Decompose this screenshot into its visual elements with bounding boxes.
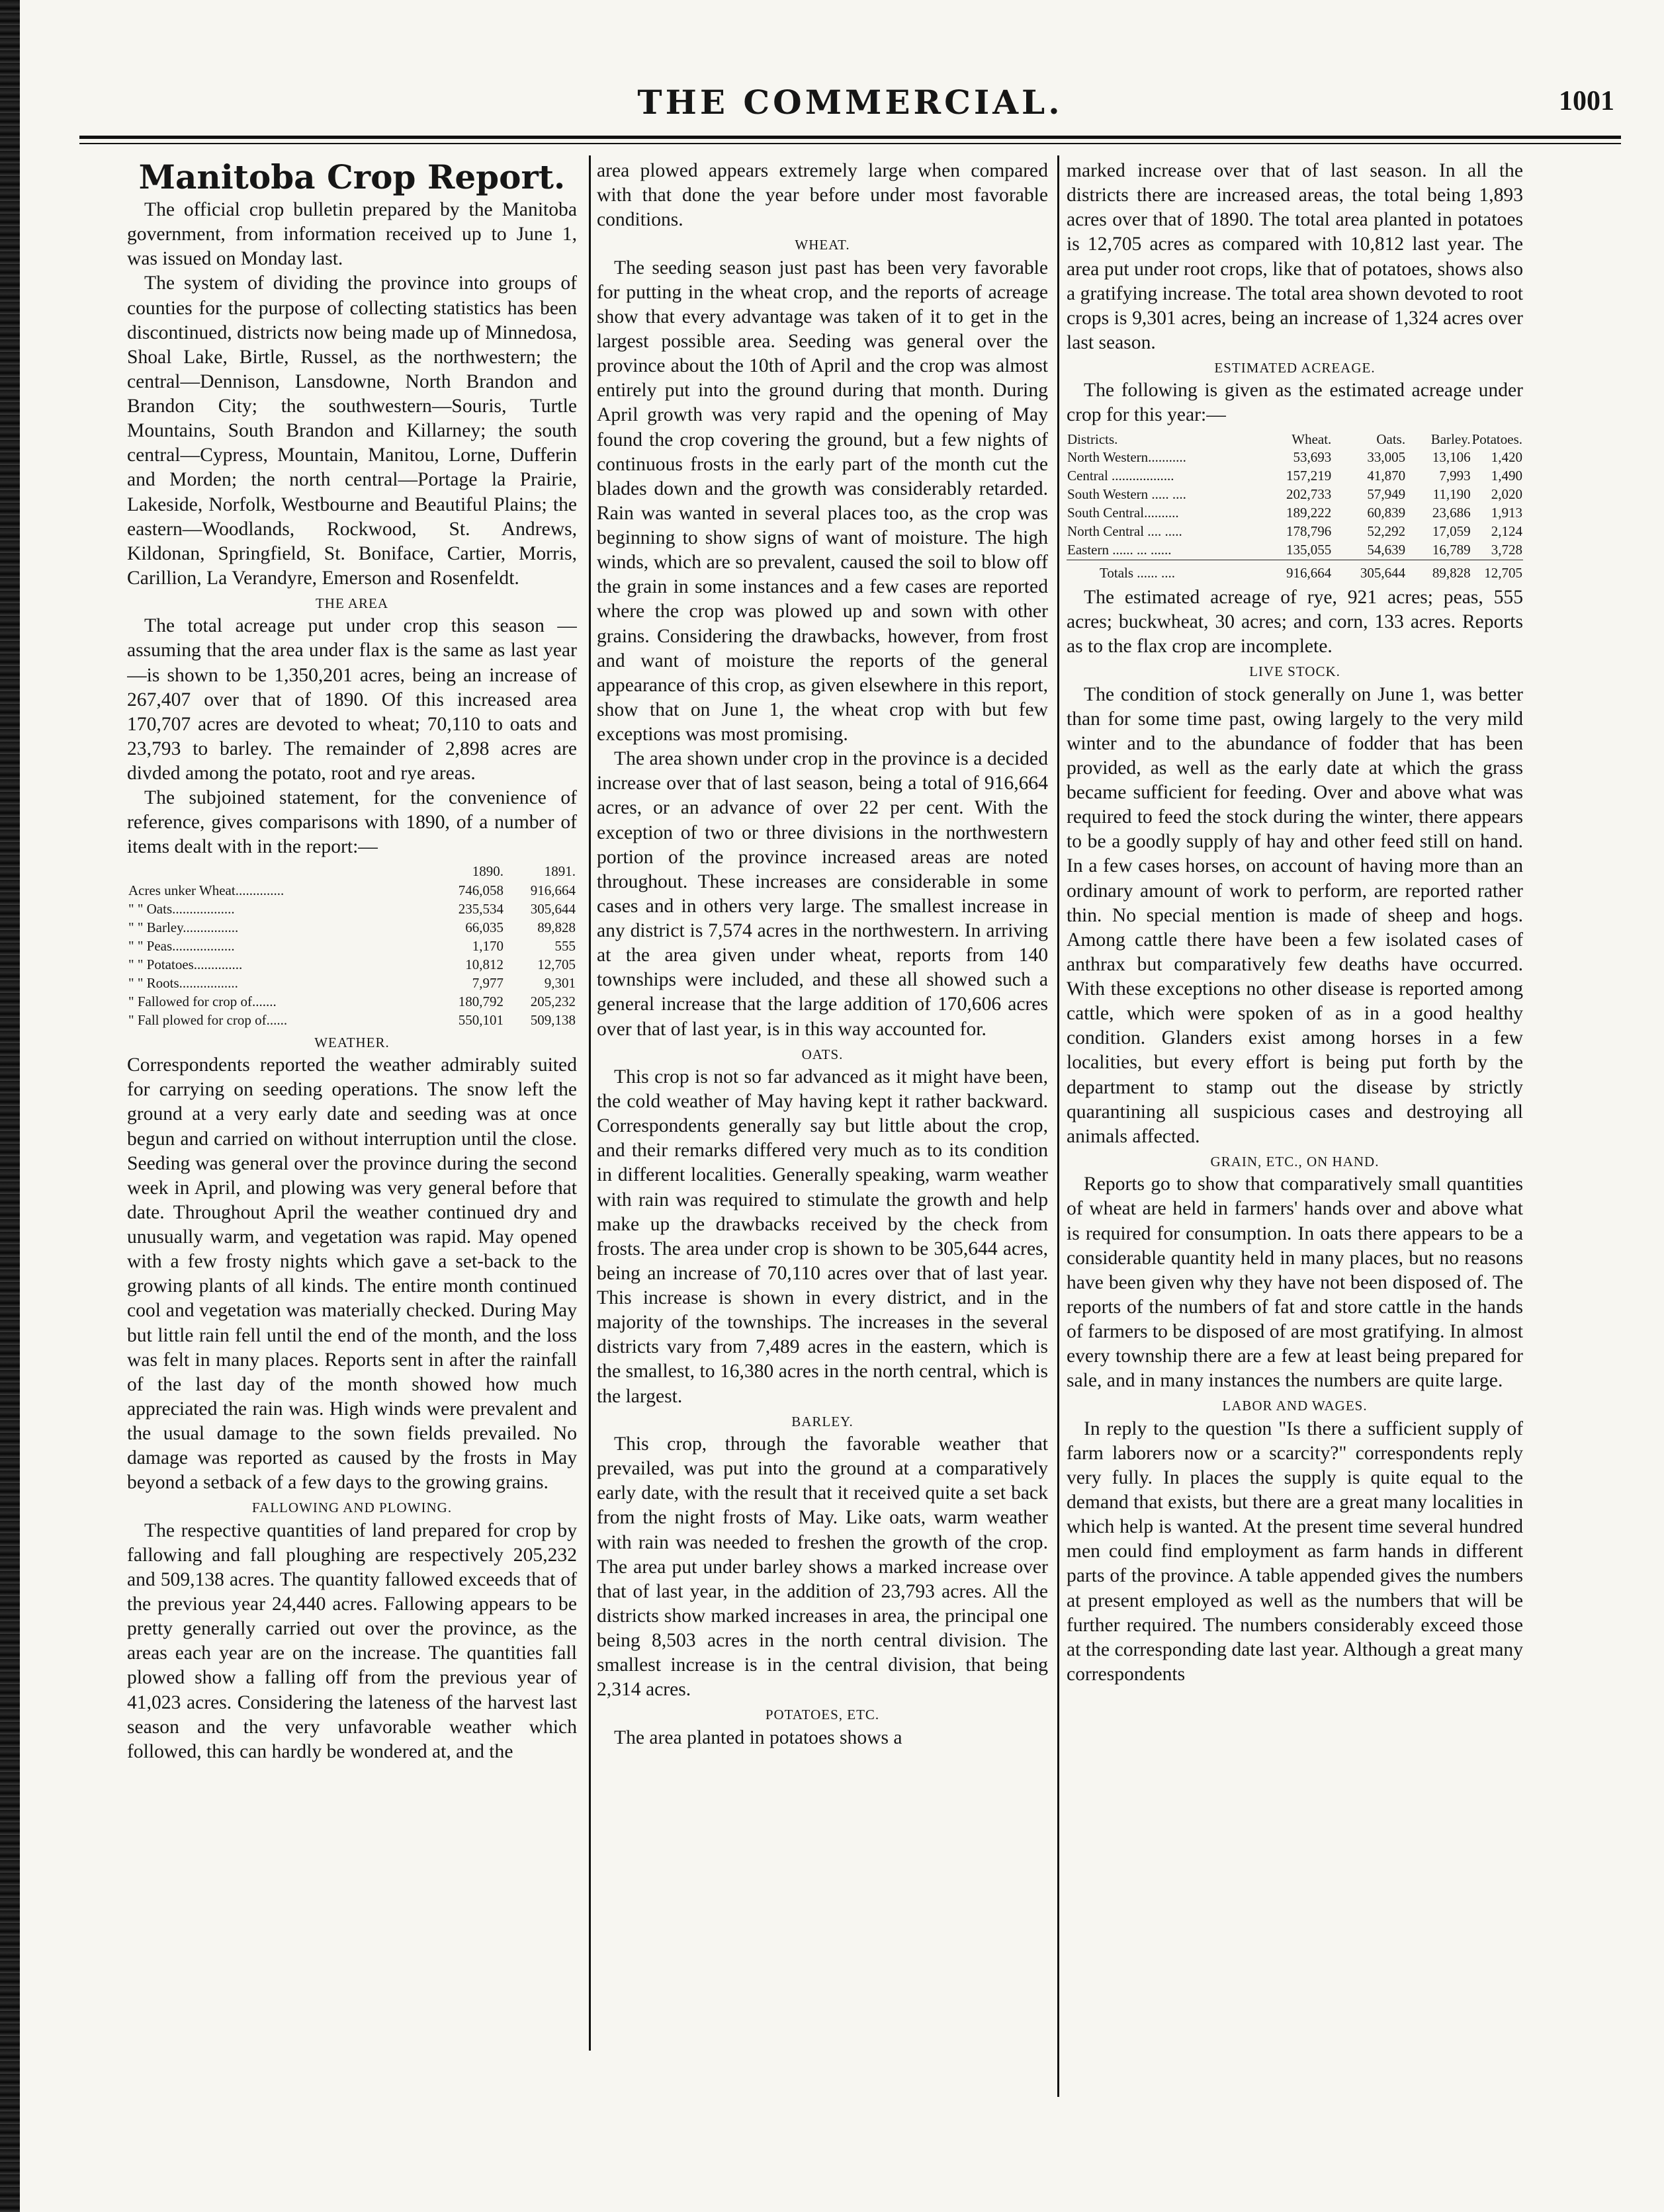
paragraph: This crop, through the favorable weather that prevailed, was put into the ground at a comparatively early date, with the result that it received quite a set back from the night frosts of May. Like oats, warm weather with rain was needed to freshen the growth of the crop. The area put under barley shows a marked increase over that of last year, in the addition of 23,793 acres. All the districts show marked increases in area, the principal one being 8,503 acres in the north central division. The smallest increase is in the central division, that being 2,314 acres.: [597, 1433, 1048, 1701]
table-header-cell: 1891.: [544, 863, 576, 879]
table-cell: 916,664: [1258, 560, 1333, 583]
table-cell: Totals ...... ....: [1067, 560, 1258, 583]
table-cell: " " Potatoes..............: [128, 957, 243, 973]
section-heading: GRAIN, ETC., ON HAND.: [1210, 1153, 1379, 1170]
table-cell: 3,728: [1491, 542, 1522, 558]
table-cell: Central ..................: [1067, 468, 1174, 484]
masthead: [79, 83, 1621, 136]
table-row: [127, 937, 577, 956]
paragraph: The system of dividing the province into groups of counties for the purpose of collecting statistics has been discontinued, districts now being made up of Minnedosa, Shoal Lake, Birtle, Russel, as the northwestern; the central—Dennison, Lansdowne, North Brandon and Brandon City; the southwestern—Souris, Turtle Mountains, South Brandon and Killarney; the south central—Cypress, Mountain, Manitou, Lorne, Dufferin and Morden; the north central—Portage la Prairie, Lakeside, Norfolk, Westbourne and Beautiful Plains; the eastern—Woodlands, Rockwood, St. Andrews, Kildonan, Springfield, St. Boniface, Cartier, Morris, Carillion, La Verandyre, Emerson and Rosenfeldt.: [127, 273, 577, 589]
table-header-cell: 1890.: [472, 863, 504, 879]
table-cell: 305,644: [530, 901, 576, 917]
table-cell: 17,059: [1432, 523, 1471, 540]
table-cell: 916,664: [530, 882, 576, 899]
paragraph: The following is given as the estimated acreage under crop for this year:—: [1067, 380, 1523, 426]
paragraph: The seeding season just past has been very favorable for putting in the wheat crop, and the reports of acreage show that every advantage was taken of it to get in the largest possible area. Seeding was general over the province about the 10th of April and the crop was almost entirely put into the ground during that month. During April growth was very rapid and the opening of May found the crop covering the ground, but a few nights of continuous frosts in the early part of the month cut the blades down and the growth was considerably retarded. Rain was wanted in several places too, as the crop was beginning to show signs of want of moisture. The high winds, which are so prevalent, caused the soil to blow off the grain in some instances and a few cases are reported where the crop was plowed up and sown with other grains. Considering the drawbacks, however, from frost and want of moisture the reports of the general appearance of this crop, as given elsewhere in this report, show that on June 1, the wheat crop with but few exceptions was most promising.: [597, 257, 1048, 745]
table-cell: 205,232: [530, 994, 576, 1009]
paragraph: The total acreage put under crop this season —assuming that the area under flax is the same as last year—is shown to be 1,350,201 acres, being an increase of 267,407 over that of 1890. Of this increased area 170,707 acres are devoted to wheat; 70,110 to oats and 23,793 to barley. The remainder of 2,898 acres are divded among the potato, root and rye areas.: [127, 615, 577, 785]
table-cell: 66,035: [465, 919, 504, 936]
column-divider: [1057, 155, 1059, 2097]
column-2: [597, 159, 1048, 2196]
table-cell: 53,693: [1293, 449, 1332, 466]
table-cell: 202,733: [1286, 486, 1332, 503]
section-heading: LABOR AND WAGES.: [1222, 1398, 1368, 1414]
section-heading: THE AREA: [315, 595, 389, 611]
table-header-cell: Barley.: [1430, 431, 1471, 447]
paragraph: marked increase over that of last season. In all the districts there are increased areas, the total being 1,893 acres over that of 1890. The total area planted in potatoes is 12,705 acres as compared with 10,812 last year. The area put under root crops, like that of potatoes, shows also a gratifying increase. The total area shown devoted to root crops is 9,301 acres, being an increase of 1,324 acres over last season.: [1067, 160, 1523, 353]
article-title: Manitoba Crop Report.: [138, 159, 566, 196]
table-cell: 16,789: [1432, 542, 1471, 558]
table-cell: 550,101: [458, 1011, 504, 1028]
table-cell: 305,644: [1332, 560, 1406, 583]
table-cell: 1,490: [1491, 468, 1522, 484]
table-row: [127, 1011, 577, 1030]
table-cell: 746,058: [458, 882, 504, 899]
table-row: [127, 974, 577, 993]
column-1: [127, 159, 577, 2196]
paragraph: The official crop bulletin prepared by the Manitoba government, from information received up to June 1, was issued on Monday last.: [127, 199, 577, 270]
table-header-cell: Oats.: [1376, 431, 1406, 447]
paragraph: Reports go to show that comparatively small quantities of wheat are held in farmers' hands over and above what is required for consumption. In oats there appears to be a considerable quantity held in many places, but no reasons have been given why they have not been disposed of. The reports of the numbers of fat and store cattle in the hands of farmers to be disposed of are most gratifying. In almost every township there are a few at least being prepared for sale, and in many instances the numbers are quite large.: [1067, 1173, 1523, 1392]
paragraph: Correspondents reported the weather admirably suited for carrying on seeding operations. The snow left the ground at a very early date and seeding was at once begun and carried on without interruption until the close. Seeding was general over the province during the second week in April, and plowing was very general before that date. Throughout April the weather continued dry and unusually warm, and vegetation was rapid. May opened with a few frosty nights which gave a set-back to the growing plants of all kinds. The entire month continued cool and vegetation was materially checked. During May but little rain fell until the end of the month, and the loss was felt in many places. Reports sent in after the rainfall of the last day of the month showed how much appreciated the rain was. High winds were prevalent and the usual damage to the sown fields prevailed. No damage was reported as caused by the frosts in May beyond a setback of a few days to the growing grains.: [127, 1054, 577, 1494]
table-row: [127, 900, 577, 919]
table-cell: " Fallowed for crop of.......: [128, 994, 277, 1009]
table-row: [1067, 467, 1523, 486]
column-3: [1067, 159, 1523, 2196]
masthead-rule: [79, 136, 1621, 139]
table-cell: 10,812: [465, 957, 504, 973]
table-row: [1067, 448, 1523, 467]
table-header-cell: [127, 863, 433, 882]
masthead-title: THE COMMERCIAL.: [637, 83, 1063, 122]
section-heading: BARLEY.: [791, 1413, 854, 1429]
table-cell: " Fall plowed for crop of......: [128, 1011, 288, 1028]
paragraph: The area shown under crop in the province is a decided increase over that of last season, being a total of 916,664 acres, or an advance of over 22 per cent. With the exception of two or three divisions in the northwestern portion of the province increased areas are noted throughout. These increases are considerable in some cases and in others very large. The smallest increase in any district is 7,574 acres in the northwestern. In arriving at the area given under wheat, reports from 140 townships were included, and these all showed such a general increase that the large addition of 170,606 acres over that of last year, is in this way accounted for.: [597, 748, 1048, 1040]
table-header-cell: Wheat.: [1292, 431, 1332, 447]
paragraph: In reply to the question "Is there a sufficient supply of farm laborers now or a scarcity?" correspondents reply very fully. In places the supply is quite equal to the demand that exists, but there are a great many localities in which help is wanted. At the present time several hundred men could find employment as farm hands in different parts of the province. A table appended gives the numbers at present employed as well as the numbers that will be further required. The numbers considerably exceed those at the corresponding date last year. Although a great many correspondents: [1067, 1418, 1523, 1685]
section-heading: WEATHER.: [314, 1034, 390, 1050]
table-cell: South Western ..... ....: [1067, 486, 1186, 503]
table-totals-row: [1067, 560, 1523, 583]
table-cell: " " Roots.................: [128, 975, 238, 992]
table-header-cell: Districts.: [1067, 431, 1118, 447]
table-row: [1067, 523, 1523, 541]
table-cell: 509,138: [530, 1011, 576, 1028]
table-cell: 33,005: [1367, 449, 1406, 466]
paragraph: This crop is not so far advanced as it might have been, the cold weather of May having kept it rather backward. Correspondents generally say but little about the crop, and their remarks differed very much as to its condition in different localities. Generally speaking, warm weather with rain was required to stimulate the growth and help make up the drawbacks received by the check from frosts. The area under crop is shown to be 305,644 acres, being an increase of 70,110 acres over that of last year. This increase is shown in every district, and in the majority of the townships. The increases in the several districts vary from 7,489 acres in the eastern, which is the smallest, to 16,380 acres in the north central, which is the largest.: [597, 1066, 1048, 1407]
page-number: 1001: [1559, 86, 1614, 116]
section-heading: OATS.: [801, 1046, 844, 1062]
table-row: [1067, 486, 1523, 504]
table-cell: 60,839: [1367, 505, 1406, 521]
table-cell: " " Oats..................: [128, 901, 235, 917]
table-cell: 12,705: [537, 957, 576, 973]
table-cell: 23,686: [1432, 505, 1471, 521]
table-cell: 13,106: [1432, 449, 1471, 466]
table-cell: Eastern ...... ... ......: [1067, 542, 1172, 558]
table-cell: South Central..........: [1067, 505, 1179, 521]
table-cell: 41,870: [1367, 468, 1406, 484]
table-cell: 89,828: [1406, 560, 1471, 583]
table-row: [1067, 541, 1523, 560]
paragraph: The area planted in potatoes shows a: [614, 1726, 902, 1748]
table-cell: 7,977: [472, 975, 504, 992]
table-cell: 189,222: [1286, 505, 1332, 521]
table-cell: Acres unker Wheat..............: [128, 882, 285, 899]
table-row: [127, 919, 577, 937]
table-cell: 555: [554, 938, 576, 955]
table-header-row: [1067, 431, 1523, 449]
table-cell: 1,913: [1491, 505, 1522, 521]
comparison-table: [127, 863, 577, 1030]
table-cell: 180,792: [458, 994, 504, 1009]
estimated-acreage-table: [1067, 431, 1523, 583]
table-cell: North Central .... .....: [1067, 523, 1182, 540]
paragraph: area plowed appears extremely large when compared with that done the year before under most favorable conditions.: [597, 160, 1048, 231]
table-cell: 54,639: [1367, 542, 1406, 558]
table-row: [127, 956, 577, 974]
table-cell: " " Peas..................: [128, 938, 235, 955]
table-cell: 11,190: [1432, 486, 1471, 503]
table-cell: 235,534: [458, 901, 504, 917]
table-cell: North Western...........: [1067, 449, 1186, 466]
paragraph: The estimated acreage of rye, 921 acres; peas, 555 acres; buckwheat, 30 acres; and corn, 133 acres. Reports as to the flax crop are incomplete.: [1067, 586, 1523, 658]
table-header-cell: Potatoes.: [1471, 431, 1522, 447]
paragraph: The respective quantities of land prepared for crop by fallowing and fall ploughing are respectively 205,232 and 509,138 acres. The quantity fallowed exceeds that of the previous year 24,440 acres. Fallowing appears to be pretty generally carried out over the province, as the areas each year are on the increase. The quantities fall plowed show a falling off from the previous year of 41,023 acres. Considering the lateness of the harvest last season and the very unfavorable weather which followed, this can hardly be wondered at, and the: [127, 1519, 577, 1762]
section-heading: ESTIMATED ACREAGE.: [1214, 360, 1376, 376]
table-cell: 57,949: [1367, 486, 1406, 503]
table-cell: 52,292: [1367, 523, 1406, 540]
table-cell: 7,993: [1439, 468, 1471, 484]
scan-edge: [0, 0, 20, 2212]
table-cell: 89,828: [537, 919, 576, 936]
table-cell: 157,219: [1286, 468, 1332, 484]
table-cell: " " Barley................: [128, 919, 239, 936]
table-cell: 2,124: [1491, 523, 1522, 540]
table-cell: 135,055: [1286, 542, 1332, 558]
table-cell: 12,705: [1471, 560, 1523, 583]
table-cell: 178,796: [1286, 523, 1332, 540]
masthead-rule-thin: [79, 143, 1621, 144]
table-cell: 1,170: [472, 938, 504, 955]
section-heading: POTATOES, ETC.: [765, 1707, 880, 1723]
table-header-row: [127, 863, 577, 882]
table-row: [127, 993, 577, 1011]
table-cell: 1,420: [1491, 449, 1522, 466]
section-heading: LIVE STOCK.: [1249, 663, 1340, 680]
column-divider: [589, 155, 591, 2051]
table-cell: 2,020: [1491, 486, 1522, 503]
table-row: [1067, 504, 1523, 523]
table-cell: 9,301: [544, 975, 576, 992]
paragraph: The condition of stock generally on June 1, was better than for some time past, owing largely to the very mild winter and to the abundance of fodder that has been provided, as well as the early date at which the grass became sufficient for feeding. Over and above what was required to feed the stock during the winter, there appears to be a goodly supply of hay and other feed still on hand. In a few cases horses, on account of having more than an ordinary amount of work to perform, are reported rather thin. No special mention is made of sheep and hogs. Among cattle there have been a few isolated cases of anthrax but comparatively few deaths have occurred. With these exceptions no other disease is reported among cattle, which were spoken of as in a good healthy condition. Glanders exist among horses in a few localities, but every effort is being put forth by the department to stamp out the disease by strictly quarantining all suspicious cases and destroying all animals affected.: [1067, 683, 1523, 1147]
table-row: [127, 882, 577, 900]
paragraph: The subjoined statement, for the convenience of reference, gives comparisons with 1890, of a number of items dealt with in the report:—: [127, 787, 577, 858]
section-heading: FALLOWING AND PLOWING.: [251, 1500, 453, 1516]
section-heading: WHEAT.: [795, 237, 850, 253]
